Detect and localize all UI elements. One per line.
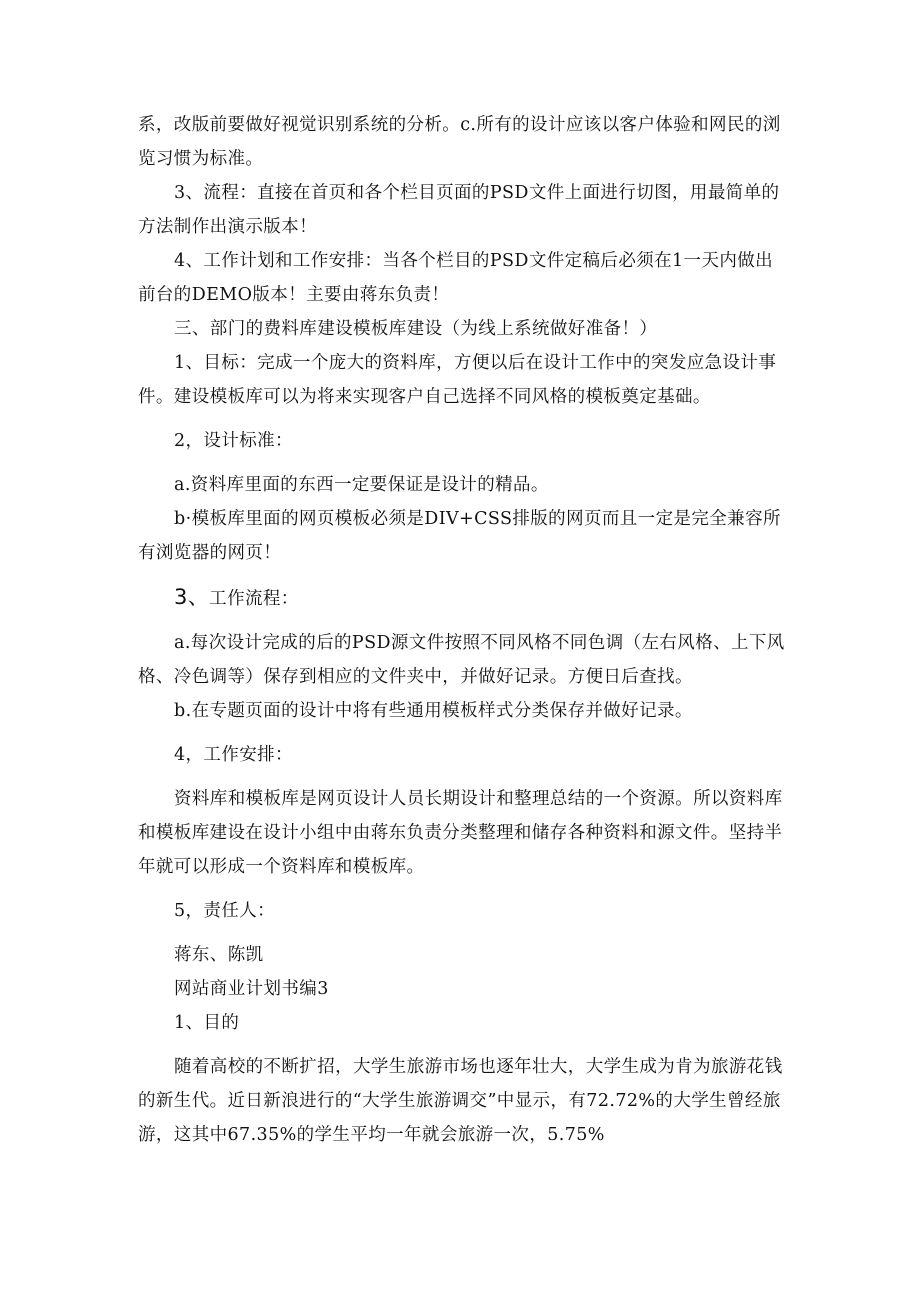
heading-work-arrangement: 4，工作安排： <box>174 745 293 765</box>
paragraph-process: 3、流程：直接在首页和各个栏目页面的PSD文件上面进行切图，用最简单的方法制作出演示版本！ <box>138 183 780 237</box>
workflow-label: 工作流程： <box>209 589 299 609</box>
paragraph-standard-a: a.资料库里面的东西一定要保证是设计的精品。 <box>174 475 549 495</box>
paragraph-purpose: 随着高校的不断扩招，大学生旅游市场也逐年壮大，大学生成为肯为旅游花钱的新生代。近日新浪进行的“大学生旅游调交”中显示，有72.72%的大学生曾经旅游，这其中67.35%的学生平均一年就会旅游一次，5.75% <box>138 1057 783 1145</box>
paragraph-workflow-b: b.在专题页面的设计中将有些通用模板样式分类保存并做好记录。 <box>174 701 693 721</box>
paragraph-work-plan: 4、工作计划和工作安排：当各个栏目的PSD文件定稿后必须在1一天内做出前台的DEMO版本！主要由蒋东负责！ <box>138 251 774 305</box>
paragraph-standard-b: b·模板库里面的网页模板必须是DIV+CSS排版的网页而且一定是完全兼容所有浏览器的网页！ <box>138 509 781 563</box>
workflow-number: 3、 <box>174 585 210 609</box>
paragraph-vi-analysis: 系，改版前要做好视觉识别系统的分析。c.所有的设计应该以客户体验和网民的浏览习惯为标准。 <box>138 115 781 169</box>
paragraph-workflow-a: a.每次设计完成的后的PSD源文件按照不同风格不同色调（左右风格、上下风格、冷色调等）保存到相应的文件夹中，并做好记录。方便日后查找。 <box>138 633 785 687</box>
heading-workflow <box>138 580 790 616</box>
paragraph-goal: 1、目标：完成一个庞大的资料库，方便以后在设计工作中的突发应急设计事件。建设模板库可以为将来实现客户自己选择不同风格的模板奠定基础。 <box>138 353 777 407</box>
paragraph-arrangement: 资料库和模板库是网页设计人员长期设计和整理总结的一个资源。所以资料库和模板库建设在设计小组中由蒋东负责分类整理和储存各种资料和源文件。坚持半年就可以形成一个资料库和模板库。 <box>138 789 783 877</box>
heading-responsible: 5，责任人： <box>174 901 276 921</box>
heading-purpose: 1、目的 <box>174 1013 240 1033</box>
section-heading-library: 三、部门的费料库建设模板库建设（为线上系统做好准备！） <box>174 319 658 339</box>
heading-business-plan: 网站商业计划书编3 <box>174 979 329 999</box>
paragraph-responsible-names: 蒋东、陈凯 <box>174 945 264 965</box>
heading-design-standard: 2，设计标准： <box>174 431 293 451</box>
document-body <box>138 108 790 1152</box>
